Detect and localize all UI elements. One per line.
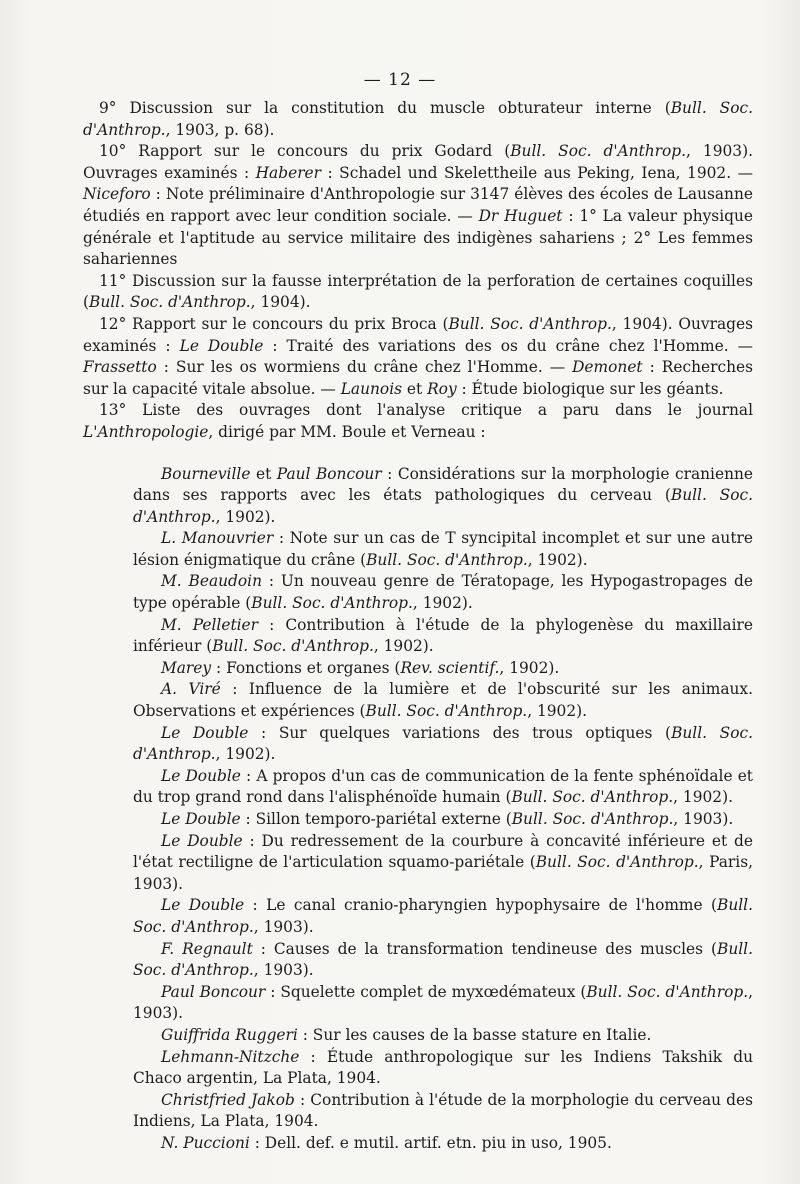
paragraph-11: 11° Discussion sur la fausse interprétation de la perforation de certaines coquilles (Bull. Soc. d'Anthrop., 1904). [83, 271, 753, 312]
list-item: Le Double : Sillon temporo-pariétal externe (Bull. Soc. d'Anthrop., 1903). [161, 810, 734, 828]
list-item: M. Beaudoin : Un nouveau genre de Tératopage, les Hypogastropages de type opérable (Bull. Soc. d'Anthrop., 1902). [133, 572, 753, 613]
list-item: Le Double : A propos d'un cas de communication de la fente sphénoïdale et du trop grand rond dans l'alisphénoïde humain (Bull. Soc. d'Anthrop., 1902). [133, 766, 753, 807]
list-item: Lehmann-Nitzche : Étude anthropologique sur les Indiens Takshik du Chaco argentin, La Plata, 1904. [133, 1047, 753, 1088]
page-number: — 12 — [363, 70, 437, 90]
list-item: Le Double : Sur quelques variations des trous optiques (Bull. Soc. d'Anthrop., 1902). [133, 723, 753, 764]
list-item: M. Pelletier : Contribution à l'étude de la phylogenèse du maxillaire inférieur (Bull. Soc. d'Anthrop., 1902). [133, 615, 753, 656]
reference-list [83, 464, 753, 1155]
list-item: Le Double : Du redressement de la courbure à concavité inférieure et de l'état rectiligne de l'articulation squamo-pariétale (Bull. Soc. d'Anthrop., Paris, 1903). [133, 831, 754, 893]
list-item: Marey : Fonctions et organes (Rev. scientif., 1902). [161, 658, 560, 677]
list-item: Bourneville et Paul Boncour : Considérations sur la morphologie cranienne dans ses rapports avec les états pathologiques du cerveau (Bull. Soc. d'Anthrop., 1902). [133, 464, 753, 526]
list-item: N. Puccioni : Dell. def. e mutil. artif. etn. piu in uso, 1905. [161, 1133, 612, 1152]
body-text [83, 98, 753, 1155]
list-item: Le Double : Le canal cranio-pharyngien hypophysaire de l'homme (Bull. Soc. d'Anthrop., 1903). [133, 896, 753, 936]
list-item: Paul Boncour : Squelette complet de myxœdémateux (Bull. Soc. d'Anthrop., 1903). [133, 982, 753, 1023]
list-item: Christfried Jakob : Contribution à l'étude de la morphologie du cerveau des Indiens, La Plata, 1904. [133, 1090, 754, 1131]
list-item: L. Manouvrier : Note sur un cas de T syncipital incomplet et sur une autre lésion énigmatique du crâne (Bull. Soc. d'Anthrop., 1902). [133, 529, 753, 569]
paragraph-12: 12° Rapport sur le concours du prix Broca (Bull. Soc. d'Anthrop., 1904). Ouvrages examinés : Le Double : Traité des variations des os du crâne chez l'Homme. — Frassetto : Sur les os wormiens du crâne chez l'Homme. — Demonet : Recherches sur la capacité vitale absolue. — Launois et Roy : Étude biologique sur les géants. [83, 314, 754, 398]
list-item: Guiffrida Ruggeri : Sur les causes de la basse stature en Italie. [161, 1025, 652, 1044]
list-item: A. Viré : Influence de la lumière et de l'obscurité sur les animaux. Observations et expériences (Bull. Soc. d'Anthrop., 1902). [133, 680, 753, 721]
paragraph-13: 13° Liste des ouvrages dont l'analyse critique a paru dans le journal L'Anthropologie, dirigé par MM. Boule et Verneau : [83, 401, 753, 441]
paragraph-10: 10° Rapport sur le concours du prix Godard (Bull. Soc. d'Anthrop., 1903). Ouvrages examinés : Haberer : Schadel und Skelettheile aus Peking, Iena, 1902. — Niceforo : Note préliminaire d'Anthropologie sur 3147 élèves des écoles de Lausanne étudiés en rapport avec leur condition sociale. — Dr Huguet : 1° La valeur physique générale et l'aptitude au service militaire des indigènes sahariens ; 2° Les femmes sahariennes [83, 142, 754, 269]
list-item: F. Regnault : Causes de la transformation tendineuse des muscles (Bull. Soc. d'Anthrop., 1903). [133, 939, 753, 980]
paragraph-9: 9° Discussion sur la constitution du muscle obturateur interne (Bull. Soc. d'Anthrop., 1903, p. 68). [83, 99, 753, 139]
